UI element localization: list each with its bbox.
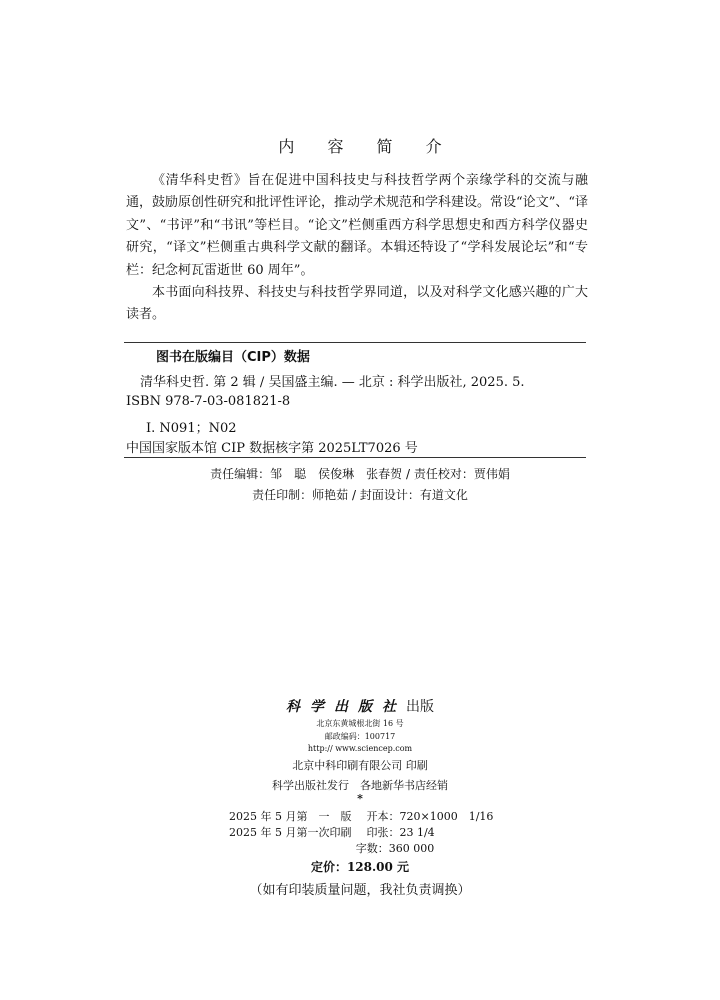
distribution-line: 科学出版社发行 各地新华书店经销 bbox=[272, 779, 448, 792]
format-size: 开本：720×1000 1/16 bbox=[366, 810, 494, 823]
cip-isbn: ISBN 978-7-03-081821-8 bbox=[126, 394, 291, 409]
printing-date: 2025 年 5 月第一次印刷 bbox=[229, 826, 352, 839]
editors-credit: 责任编辑：邹 聪 侯俊琳 张春贺 / 责任校对：贾伟娟 bbox=[210, 467, 510, 481]
production-credit: 责任印制：师艳茹 / 封面设计：有道文化 bbox=[252, 488, 468, 502]
printer-line: 北京中科印刷有限公司 印刷 bbox=[292, 759, 428, 772]
sheet-count: 印张：23 1/4 bbox=[366, 826, 435, 839]
intro-paragraph-1: 《清华科史哲》旨在促进中国科技史与科技哲学两个亲缘学科的交流与融通，鼓励原创性研究和批评性评论，推动学术规范和学科建设。常设“论文”、“译文”、“书评”和“书讯”等栏目。“论文”栏侧重西方科学思想史和西方科学仪器史研究，“译文”栏侧重古典科学文献的翻译。本辑还特设了“学科发展论坛”和“专栏：纪念柯瓦雷逝世 60 周年”。 bbox=[126, 173, 588, 278]
word-count: 字数：360 000 bbox=[355, 842, 435, 855]
publisher-suffix: 出版 bbox=[406, 699, 434, 715]
cip-heading: 图书在版编目（CIP）数据 bbox=[156, 350, 310, 365]
cip-classification: Ⅰ. N091；N02 bbox=[146, 421, 237, 436]
intro-paragraph-2: 本书面向科技界、科技史与科技哲学界同道，以及对科学文化感兴趣的广大读者。 bbox=[126, 285, 588, 323]
edition-row bbox=[229, 808, 493, 824]
publisher-website: http:// www.sciencep.com bbox=[307, 744, 413, 753]
printing-row bbox=[229, 824, 435, 840]
publisher-name bbox=[0, 696, 720, 716]
separator-asterisk: * bbox=[357, 792, 363, 805]
price: 定价：128.00 元 bbox=[310, 860, 410, 874]
cip-title-line: 清华科史哲. 第 2 辑 / 吴国盛主编. — 北京 : 科学出版社, 2025. 5. bbox=[140, 375, 525, 390]
publisher-postcode: 邮政编码：100717 bbox=[324, 732, 396, 741]
intro-text bbox=[126, 170, 588, 327]
cip-bottom-rule bbox=[124, 457, 586, 458]
cip-top-rule bbox=[124, 342, 586, 343]
publisher-logo-text: 科学出版社 bbox=[286, 699, 406, 715]
intro-title: 内 容 简 介 bbox=[278, 137, 456, 156]
publisher-address: 北京东黄城根北街 16 号 bbox=[316, 719, 404, 728]
cip-record-number: 中国国家版本馆 CIP 数据核字第 2025LT7026 号 bbox=[126, 441, 418, 456]
edition-date: 2025 年 5 月第 一 版 bbox=[229, 810, 352, 823]
quality-notice: （如有印装质量问题，我社负责调换） bbox=[249, 883, 471, 898]
